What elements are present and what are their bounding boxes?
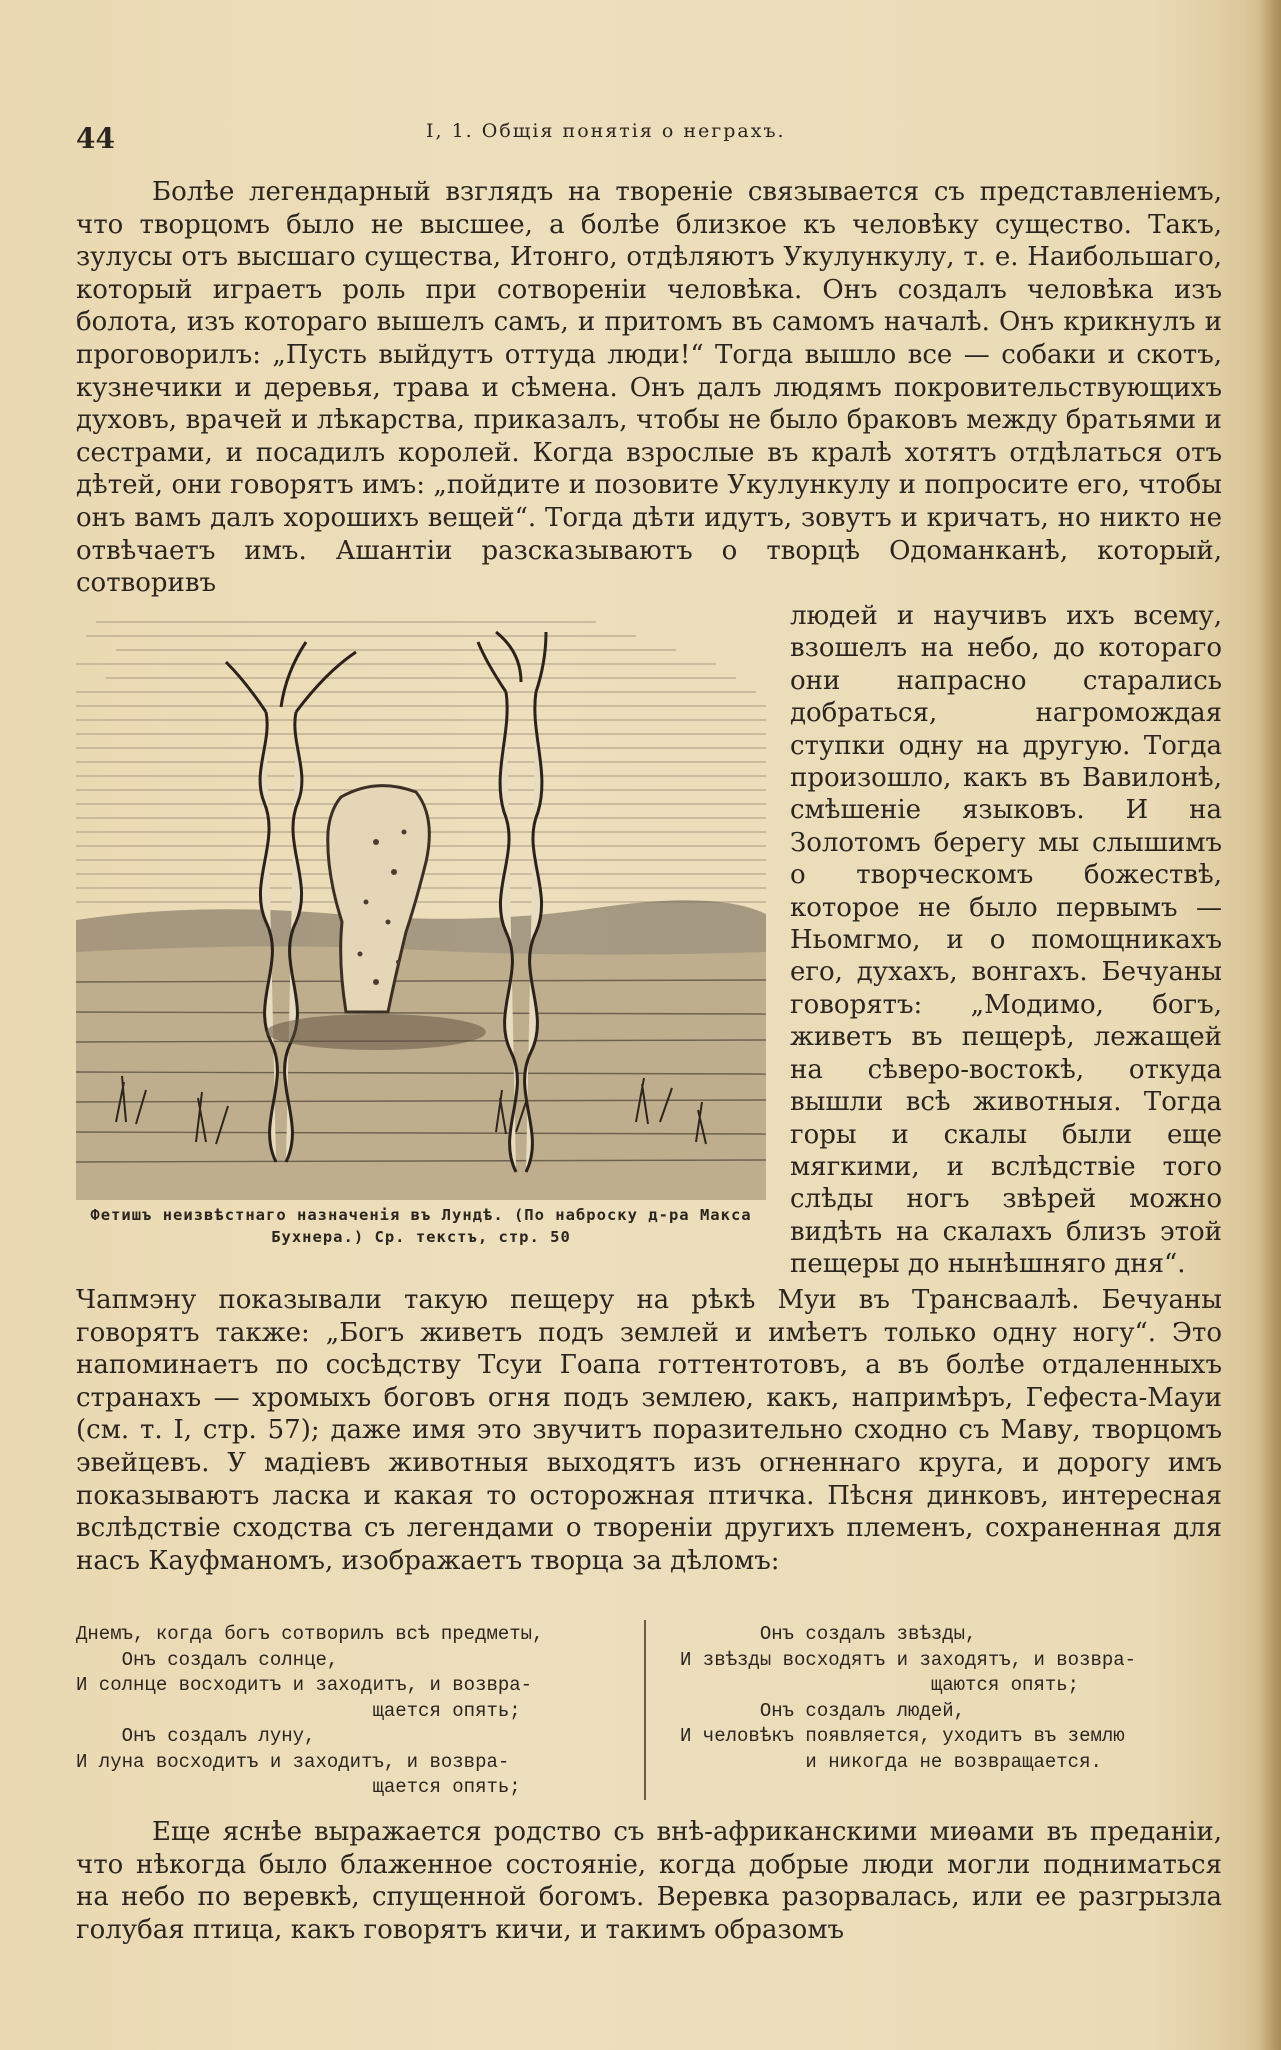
poem-line: щается опять; [76, 1699, 521, 1722]
page-header [76, 112, 1216, 155]
fetish-illustration [76, 602, 766, 1200]
poem-line: И человѣкъ появляется, уходитъ въ землю [680, 1725, 1125, 1747]
paragraph-wrap-text: людей и научивъ ихъ всему, взошелъ на небо, до котораго они напрасно старались добраться, нагромождая ступки одну на другую. Тогда произошло, какъ въ Вавилонѣ, смѣшеніе языковъ. И на Золотомъ берегу мы слышимъ о творческомъ божествѣ, которое не было первымъ — Ньомгмо, и о помощникахъ его, духахъ, вонгахъ. Бечуаны говорятъ: „Модимо, богъ, живетъ въ пещерѣ, лежащей на сѣверо-востокѣ, откуда вышли всѣ животныя. Тогда горы и скалы были еще мягкими, и вслѣдствіе того слѣды ногъ звѣрей можно видѣть на скалахъ близъ этой пещеры до нынѣшняго дня“. [790, 601, 1222, 1280]
poem-line: Онъ создалъ людей, [680, 1699, 966, 1722]
poem-line: и никогда не возвращается. [680, 1750, 1102, 1773]
poem-line: И звѣзды восходятъ и заходятъ, и возвра- [680, 1648, 1137, 1671]
figure-caption: Фетишъ неизвѣстнаго назначенія въ Лундѣ. (По наброску д-ра Макса Бухнера.) Ср. текстъ, стр. 50 [90, 1206, 752, 1246]
poem-line: Онъ создалъ солнце, [76, 1648, 339, 1671]
paragraph-rope-legend: Еще яснѣе выражается родство съ внѣ-африканскими миѳами въ преданіи, что нѣкогда было блаженное состояніе, когда добрые люди могли подниматься на небо по веревкѣ, спущенной богомъ. Веревка разорвалась, или ее разгрызла голубая птица, какъ говорятъ кичи, и такимъ образомъ [76, 1817, 1222, 1945]
page-number: 44 [76, 122, 115, 155]
poem-line: И луна восходитъ и заходитъ, и возвра- [76, 1750, 510, 1773]
poem-line: щаются опять; [680, 1674, 1080, 1696]
poem-line: Онъ создалъ звѣзды, [680, 1623, 977, 1645]
poem-line: щается опять; [76, 1776, 521, 1798]
poem-left-column [76, 1622, 636, 1801]
poem-line: И солнце восходитъ и заходитъ, и возвра- [76, 1674, 533, 1696]
poem-line: Днемъ, когда богъ сотворилъ всѣ предметы, [76, 1623, 544, 1645]
running-title: I, 1. Общія понятія о неграхъ. [426, 120, 786, 142]
paragraph-creation-legend: Болѣе легендарный взглядъ на твореніе связывается съ представленіемъ, что творцомъ было не высшее, а болѣе близкое къ человѣку существо. Такъ, зулусы отъ высшаго существа, Итонго, отдѣляютъ Укулункулу, т. е. Наибольшаго, который играетъ роль при сотвореніи человѣка. Онъ создалъ человѣка изъ болота, изъ котораго вышелъ самъ, и притомъ въ самомъ началѣ. Онъ крикнулъ и проговорилъ: „Пусть выйдутъ оттуда люди!“ Тогда вышло все — собаки и скотъ, кузнечики и деревья, трава и сѣмена. Онъ далъ людямъ покровительствующихъ духовъ, врачей и лѣкарства, приказалъ, чтобы не было браковъ между братьями и сестрами, и посадилъ королей. Когда взрослые въ кралѣ хотятъ отдѣлаться отъ дѣтей, они говорятъ имъ: „пойдите и позовите Укулункулу и попросите его, чтобы онъ вамъ далъ хорошихъ вещей“. Тогда дѣти идутъ, зовутъ и кричатъ, но никто не отвѣчаетъ имъ. Ашантіи разсказываютъ о творцѣ Одоманканѣ, который, сотворивъ [76, 177, 1222, 599]
poem-line: Онъ создалъ луну, [76, 1725, 316, 1747]
paragraph-chapman: Чапмэну показывали такую пещеру на рѣкѣ Муи въ Трансваалѣ. Бечуаны говорятъ также: „Богъ живетъ подъ землей и имѣетъ только одну ногу“. Это напоминаетъ по сосѣдству Тсуи Гоапа готтентотовъ, а въ болѣе отдаленныхъ странахъ — хромыхъ боговъ огня подъ землею, какъ, напримѣръ, Гефеста-Мауи (см. т. I, стр. 57); даже имя это звучитъ поразительно сходно съ Маву, творцомъ эвейцевъ. У мадіевъ животныя выходятъ изъ огненнаго круга, и дорогу имъ показываютъ ласка и какая то осторожная птичка. Пѣсня динковъ, интересная вслѣдствіе сходства съ легендами о твореніи другихъ племенъ, сохраненная для насъ Кауфманомъ, изображаетъ творца за дѣломъ: [76, 1285, 1222, 1576]
poem-right-column [680, 1622, 1240, 1775]
page-edge-shadow [1259, 0, 1281, 2050]
fetish-engraving [76, 602, 766, 1200]
poem-divider [644, 1620, 646, 1800]
